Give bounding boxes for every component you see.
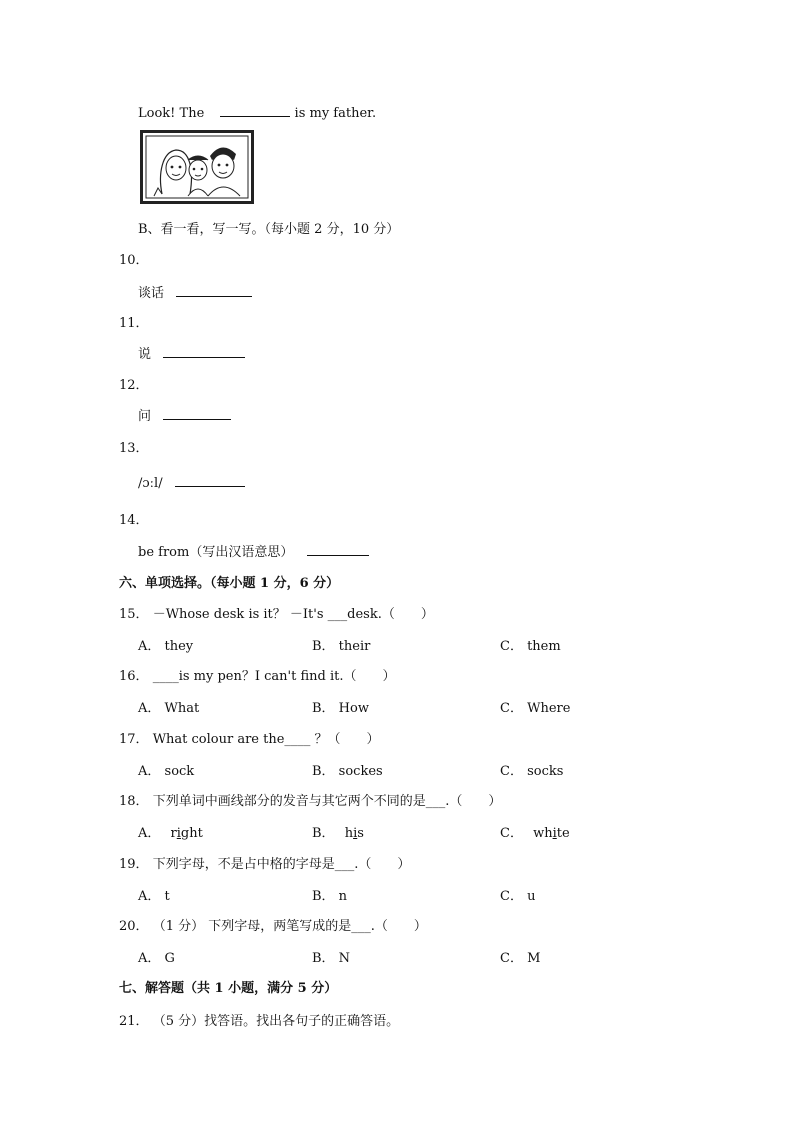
q15-question (119, 603, 434, 622)
q10-prompt: 谈话 (138, 286, 165, 301)
q19-option-c[interactable]: C． u (500, 889, 536, 904)
q16-text: ____is my pen？I can't find it.（ ） (152, 669, 396, 684)
answer-blank[interactable] (220, 104, 290, 117)
q17-option-c[interactable]: C． socks (500, 764, 564, 779)
q18-option-b[interactable] (312, 822, 364, 841)
q14-prompt: be from（写出汉语意思） (138, 545, 294, 560)
q15-option-a[interactable]: A． they (138, 639, 194, 654)
q18-text: 下列单词中画线部分的发音与其它两个不同的是___.（ ） (152, 794, 502, 809)
q12-number: 12． (119, 378, 149, 393)
q18-option-a-word: right (170, 826, 203, 841)
q20-option-b[interactable]: B． N (312, 951, 351, 966)
q18-question (119, 790, 501, 809)
q16-question (119, 665, 395, 684)
section-7-heading: 七、解答题（共 1 小题，满分 5 分） (119, 981, 338, 996)
q12-row (138, 405, 231, 424)
section-6-heading: 六、单项选择。（每小题 1 分，6 分） (119, 576, 340, 591)
q21-question (119, 1010, 399, 1029)
q10-answer-blank[interactable] (176, 284, 252, 297)
q15-number: 15． (119, 607, 149, 622)
section-b-heading: B、看一看，写一写。（每小题 2 分，10 分） (138, 222, 400, 237)
q11-number: 11． (119, 316, 149, 331)
underlined-letter: i (176, 826, 181, 841)
q18-number: 18． (119, 794, 149, 809)
q16-option-c[interactable]: C． Where (500, 701, 571, 716)
q13-row (138, 474, 245, 491)
q18-option-c[interactable] (500, 822, 570, 841)
q20-question (119, 915, 427, 934)
q16-number: 16． (119, 669, 149, 684)
q18-option-a[interactable] (138, 822, 203, 841)
q17-text: What colour are the____ ？（ ） (152, 732, 380, 747)
q18-option-c-word: white (533, 826, 570, 841)
q12-prompt: 问 (138, 409, 152, 424)
underlined-letter: i (552, 826, 557, 841)
q16-option-a[interactable]: A． What (138, 701, 200, 716)
look-prefix: Look! The (138, 106, 205, 121)
q13-number: 13． (119, 441, 149, 456)
q19-option-b[interactable]: B． n (312, 889, 348, 904)
q18-option-a-label: A． (138, 826, 161, 841)
q11-prompt: 说 (138, 347, 152, 362)
q21-text: （5 分）找答语。找出各句子的正确答语。 (152, 1014, 400, 1029)
family-photo-image (140, 130, 254, 204)
q19-text: 下列字母，不是占中格的字母是___.（ ） (152, 857, 411, 872)
q11-answer-blank[interactable] (163, 345, 245, 358)
q17-question (119, 728, 380, 747)
q15-option-c[interactable]: C． them (500, 639, 561, 654)
q18-option-b-label: B． (312, 826, 335, 841)
q12-answer-blank[interactable] (163, 407, 231, 420)
q11-row (138, 343, 245, 362)
q20-option-a[interactable]: A． G (138, 951, 175, 966)
q18-option-c-label: C． (500, 826, 523, 841)
q20-option-c[interactable]: C． M (500, 951, 541, 966)
q18-option-b-word: his (344, 826, 364, 841)
look-suffix: is my father. (294, 106, 377, 121)
q15-text: －Whose desk is it？ －It's ___desk.（ ） (152, 607, 434, 622)
q13-answer-blank[interactable] (175, 474, 245, 487)
q14-answer-blank[interactable] (307, 543, 369, 556)
q14-row (138, 541, 369, 560)
q19-question (119, 853, 410, 872)
q20-text: （1 分） 下列字母，两笔写成的是___.（ ） (152, 919, 427, 934)
q10-number: 10． (119, 253, 149, 268)
q20-number: 20． (119, 919, 149, 934)
q14-number: 14． (119, 513, 149, 528)
look-sentence (138, 104, 376, 121)
q17-option-b[interactable]: B． sockes (312, 764, 383, 779)
q16-option-b[interactable]: B． How (312, 701, 369, 716)
q15-option-b[interactable]: B． their (312, 639, 371, 654)
q17-option-a[interactable]: A． sock (138, 764, 195, 779)
q10-row (138, 282, 252, 301)
q19-number: 19． (119, 857, 149, 872)
q17-number: 17． (119, 732, 149, 747)
q13-prompt: /ɔːl/ (138, 476, 163, 491)
underlined-letter: i (353, 826, 358, 841)
q21-number: 21． (119, 1014, 149, 1029)
q19-option-a[interactable]: A． t (138, 889, 170, 904)
